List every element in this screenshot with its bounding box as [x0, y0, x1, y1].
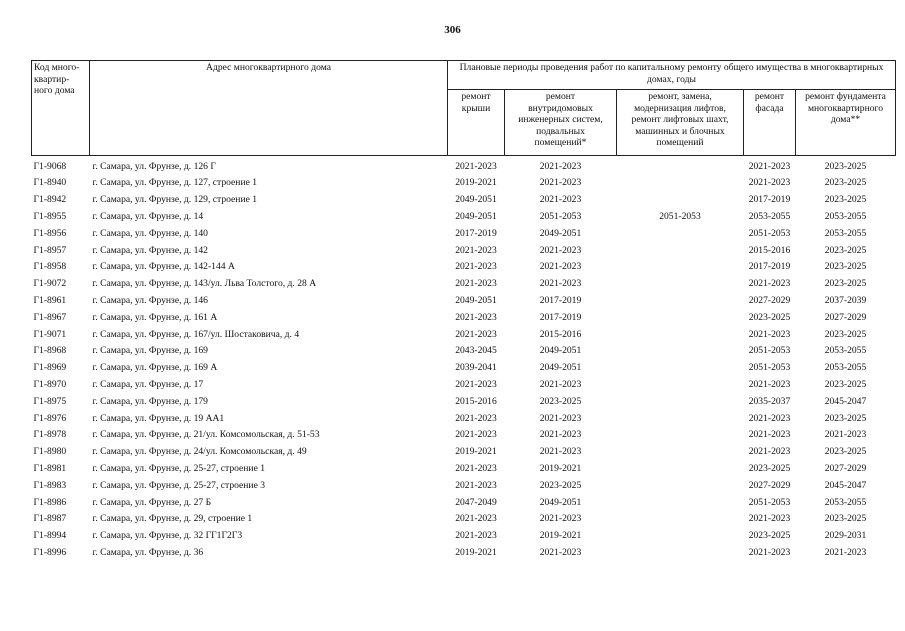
cell-facade: 2051-2053 [748, 362, 791, 374]
table-row [32, 192, 896, 209]
cell-lifts [617, 309, 744, 326]
cell-systems: 2021-2023 [539, 278, 582, 290]
table-row [32, 528, 896, 545]
cell-address: г. Самара, ул. Фрунзе, д. 140 [92, 227, 208, 239]
cell-foundation: 2053-2055 [824, 496, 867, 508]
cell-roof: 2019-2021 [455, 446, 497, 458]
cell-systems: 2023-2025 [539, 479, 582, 491]
cell-code: Г1-8955 [33, 211, 67, 223]
cell-code: Г1-8978 [33, 429, 67, 441]
cell-systems: 2021-2023 [539, 194, 582, 206]
table-row [32, 376, 896, 393]
cell-code: Г1-9072 [33, 278, 67, 290]
cell-code: Г1-8942 [33, 194, 67, 206]
cell-lifts [617, 156, 744, 175]
cell-foundation: 2053-2055 [824, 345, 867, 357]
cell-address: г. Самара, ул. Фрунзе, д. 179 [92, 395, 208, 407]
cell-address: г. Самара, ул. Фрунзе, д. 25-27, строение 3 [92, 479, 266, 491]
cell-code: Г1-9068 [33, 160, 67, 172]
cell-lifts [617, 376, 744, 393]
cell-roof: 2015-2016 [455, 395, 497, 407]
cell-code: Г1-8980 [33, 446, 67, 458]
cell-lifts [617, 343, 744, 360]
cell-systems: 2049-2051 [539, 362, 582, 374]
cell-systems: 2021-2023 [539, 513, 582, 525]
cell-lifts [617, 477, 744, 494]
cell-foundation: 2023-2025 [824, 194, 867, 206]
table-row [32, 242, 896, 259]
cell-roof: 2047-2049 [455, 496, 497, 508]
cell-lifts [617, 494, 744, 511]
cell-systems: 2021-2023 [539, 379, 582, 390]
cell-roof: 2021-2023 [455, 479, 497, 491]
cell-roof: 2021-2023 [455, 429, 497, 441]
cell-lifts [617, 292, 744, 309]
cell-systems: 2021-2023 [539, 429, 582, 441]
table-row [32, 208, 896, 225]
cell-roof: 2021-2023 [455, 513, 497, 525]
table-row [32, 326, 896, 343]
cell-foundation: 2029-2031 [824, 530, 867, 542]
cell-code: Г1-8983 [33, 479, 67, 491]
cell-systems: 2049-2051 [539, 227, 582, 239]
cell-address: г. Самара, ул. Фрунзе, д. 127, строение 1 [92, 177, 258, 189]
header-lifts: ремонт, замена, модернизация лифтов, ремонт лифтовых шахт, машинных и блочных помещений [617, 90, 744, 156]
table-row [32, 511, 896, 528]
header-facade: ремонт фасада [744, 90, 796, 156]
cell-code: Г1-8958 [33, 261, 67, 273]
cell-foundation: 2023-2025 [824, 328, 867, 340]
cell-roof: 2021-2023 [455, 462, 497, 474]
header-periods: Плановые периоды проведения работ по капитальному ремонту общего имущества в многоквартирных домах, годы [448, 61, 896, 90]
cell-roof: 2021-2023 [455, 412, 497, 424]
cell-foundation: 2023-2025 [824, 379, 867, 390]
cell-address: г. Самара, ул. Фрунзе, д. 21/ул. Комсомольская, д. 51-53 [92, 429, 320, 441]
cell-lifts [617, 326, 744, 343]
cell-facade: 2021-2023 [748, 513, 791, 525]
cell-address: г. Самара, ул. Фрунзе, д. 143/ул. Льва Толстого, д. 28 А [92, 278, 317, 290]
cell-address: г. Самара, ул. Фрунзе, д. 29, строение 1 [92, 513, 253, 525]
cell-foundation: 2037-2039 [824, 295, 867, 307]
cell-lifts [617, 276, 744, 293]
cell-code: Г1-8996 [33, 546, 67, 558]
cell-systems: 2023-2025 [539, 395, 582, 407]
cell-foundation: 2023-2025 [824, 446, 867, 458]
cell-lifts [617, 360, 744, 377]
cell-lifts [617, 460, 744, 477]
cell-code: Г1-8967 [33, 311, 67, 323]
cell-facade: 2027-2029 [748, 479, 791, 491]
page-number: 306 [444, 24, 461, 36]
table-row [32, 276, 896, 293]
cell-systems: 2019-2021 [539, 462, 582, 474]
cell-foundation: 2023-2025 [824, 412, 867, 424]
cell-roof: 2017-2019 [455, 227, 497, 239]
cell-systems: 2019-2021 [539, 530, 582, 542]
cell-address: г. Самара, ул. Фрунзе, д. 169 [92, 345, 208, 357]
table-row [32, 477, 896, 494]
cell-lifts [617, 225, 744, 242]
cell-facade: 2051-2053 [748, 227, 791, 239]
cell-code: Г1-8975 [33, 395, 67, 407]
cell-address: г. Самара, ул. Фрунзе, д. 14 [92, 211, 204, 223]
cell-facade: 2021-2023 [748, 278, 791, 290]
cell-roof: 2021-2023 [455, 530, 497, 542]
cell-facade: 2021-2023 [748, 177, 791, 189]
table-row [32, 494, 896, 511]
cell-code: Г1-8994 [33, 530, 67, 542]
cell-address: г. Самара, ул. Фрунзе, д. 19 АА1 [92, 412, 225, 424]
cell-address: г. Самара, ул. Фрунзе, д. 161 А [92, 311, 218, 323]
cell-lifts [617, 444, 744, 461]
cell-roof: 2039-2041 [455, 362, 497, 374]
header-roof: ремонт крыши [448, 90, 505, 156]
cell-systems: 2021-2023 [539, 244, 582, 256]
cell-facade: 2023-2025 [748, 530, 791, 542]
cell-lifts [617, 427, 744, 444]
cell-foundation: 2053-2055 [824, 211, 867, 223]
cell-lifts [617, 410, 744, 427]
cell-code: Г1-8957 [33, 244, 67, 256]
cell-systems: 2051-2053 [539, 211, 582, 223]
cell-address: г. Самара, ул. Фрунзе, д. 146 [92, 295, 208, 307]
table-row [32, 544, 896, 561]
cell-foundation: 2023-2025 [824, 177, 867, 189]
cell-facade: 2035-2037 [748, 395, 791, 407]
header-systems: ремонт внутридомовых инженерных систем, подвальных помещений* [505, 90, 617, 156]
cell-foundation: 2045-2047 [824, 395, 867, 407]
cell-roof: 2019-2021 [455, 546, 497, 558]
cell-lifts [617, 511, 744, 528]
cell-roof: 2021-2023 [455, 328, 497, 340]
cell-code: Г1-8986 [33, 496, 67, 508]
cell-roof: 2019-2021 [455, 177, 497, 189]
cell-facade: 2051-2053 [748, 345, 791, 357]
cell-systems: 2015-2016 [539, 328, 582, 340]
cell-address: г. Самара, ул. Фрунзе, д. 32 ГГ1Г2Г3 [92, 530, 243, 542]
cell-foundation: 2053-2055 [824, 227, 867, 239]
cell-facade: 2021-2023 [748, 446, 791, 458]
cell-lifts [617, 259, 744, 276]
cell-systems: 2021-2023 [539, 261, 582, 273]
cell-roof: 2049-2051 [455, 194, 497, 206]
cell-facade: 2021-2023 [748, 546, 791, 558]
cell-lifts [617, 242, 744, 259]
table-row [32, 292, 896, 309]
cell-address: г. Самара, ул. Фрунзе, д. 126 Г [92, 160, 216, 172]
cell-foundation: 2023-2025 [824, 278, 867, 290]
cell-code: Г1-8976 [33, 412, 67, 424]
table-row [32, 175, 896, 192]
cell-facade: 2021-2023 [748, 412, 791, 424]
table-row [32, 410, 896, 427]
cell-facade: 2015-2016 [748, 244, 791, 256]
cell-lifts [617, 393, 744, 410]
cell-code: Г1-8961 [33, 295, 67, 307]
cell-address: г. Самара, ул. Фрунзе, д. 167/ул. Шостаковича, д. 4 [92, 328, 300, 340]
cell-address: г. Самара, ул. Фрунзе, д. 25-27, строение 1 [92, 462, 266, 474]
cell-address: г. Самара, ул. Фрунзе, д. 129, строение 1 [92, 194, 258, 206]
cell-code: Г1-9071 [33, 328, 67, 340]
cell-address: г. Самара, ул. Фрунзе, д. 36 [92, 546, 204, 558]
table-row [32, 393, 896, 410]
cell-address: г. Самара, ул. Фрунзе, д. 27 Б [92, 496, 212, 508]
header-code: Код много- квартир- ного дома [32, 61, 90, 156]
cell-facade: 2023-2025 [748, 311, 791, 323]
cell-code: Г1-8987 [33, 513, 67, 525]
cell-foundation: 2021-2023 [824, 429, 867, 441]
cell-address: г. Самара, ул. Фрунзе, д. 24/ул. Комсомольская, д. 49 [92, 446, 307, 458]
table-row [32, 259, 896, 276]
cell-foundation: 2023-2025 [824, 244, 867, 256]
cell-roof: 2021-2023 [455, 244, 497, 256]
cell-roof: 2049-2051 [455, 295, 497, 307]
cell-roof: 2021-2023 [455, 160, 497, 172]
cell-roof: 2049-2051 [455, 211, 497, 223]
cell-systems: 2017-2019 [539, 311, 582, 323]
cell-systems: 2021-2023 [539, 446, 582, 458]
cell-facade: 2053-2055 [748, 211, 791, 223]
cell-systems: 2049-2051 [539, 345, 582, 357]
table-row [32, 427, 896, 444]
cell-foundation: 2053-2055 [824, 362, 867, 374]
cell-facade: 2017-2019 [748, 261, 791, 273]
cell-lifts: 2051-2053 [659, 211, 701, 223]
cell-address: г. Самара, ул. Фрунзе, д. 142-144 А [92, 261, 235, 273]
cell-code: Г1-8970 [33, 379, 67, 390]
cell-facade: 2021-2023 [748, 160, 791, 172]
table-row [32, 460, 896, 477]
cell-systems: 2021-2023 [539, 177, 582, 189]
cell-facade: 2021-2023 [748, 379, 791, 390]
cell-roof: 2043-2045 [455, 345, 497, 357]
table-row [32, 343, 896, 360]
cell-roof: 2021-2023 [455, 311, 497, 323]
cell-address: г. Самара, ул. Фрунзе, д. 169 А [92, 362, 218, 374]
cell-foundation: 2023-2025 [824, 160, 867, 172]
cell-facade: 2021-2023 [748, 328, 791, 340]
cell-code: Г1-8956 [33, 227, 67, 239]
cell-foundation: 2021-2023 [824, 546, 867, 558]
cell-systems: 2049-2051 [539, 496, 582, 508]
table-row [32, 444, 896, 461]
cell-facade: 2021-2023 [748, 429, 791, 441]
cell-lifts [617, 528, 744, 545]
cell-foundation: 2045-2047 [824, 479, 867, 491]
cell-foundation: 2027-2029 [824, 462, 867, 474]
cell-code: Г1-8969 [33, 362, 67, 374]
cell-systems: 2021-2023 [539, 160, 582, 172]
repair-schedule-table [31, 60, 896, 561]
cell-facade: 2051-2053 [748, 496, 791, 508]
cell-systems: 2021-2023 [539, 546, 582, 558]
cell-address: г. Самара, ул. Фрунзе, д. 142 [92, 244, 208, 256]
cell-lifts [617, 175, 744, 192]
cell-systems: 2021-2023 [539, 412, 582, 424]
cell-roof: 2021-2023 [455, 278, 497, 290]
cell-foundation: 2023-2025 [824, 513, 867, 525]
table-row [32, 309, 896, 326]
cell-lifts [617, 544, 744, 561]
header-address: Адрес многоквартирного дома [90, 61, 448, 156]
cell-foundation: 2027-2029 [824, 311, 867, 323]
table-row [32, 360, 896, 377]
cell-foundation: 2023-2025 [824, 261, 867, 273]
cell-code: Г1-8968 [33, 345, 67, 357]
header-foundation: ремонт фундамента многоквартирного дома** [796, 90, 896, 156]
cell-systems: 2017-2019 [539, 295, 582, 307]
cell-facade: 2023-2025 [748, 462, 791, 474]
table-row [32, 156, 896, 175]
table-row [32, 225, 896, 242]
cell-lifts [617, 192, 744, 209]
cell-code: Г1-8940 [33, 177, 67, 189]
cell-address: г. Самара, ул. Фрунзе, д. 17 [92, 379, 204, 390]
cell-facade: 2027-2029 [748, 295, 791, 307]
cell-facade: 2017-2019 [748, 194, 791, 206]
cell-code: Г1-8981 [33, 462, 67, 474]
cell-roof: 2021-2023 [455, 261, 497, 273]
cell-roof: 2021-2023 [455, 379, 497, 390]
